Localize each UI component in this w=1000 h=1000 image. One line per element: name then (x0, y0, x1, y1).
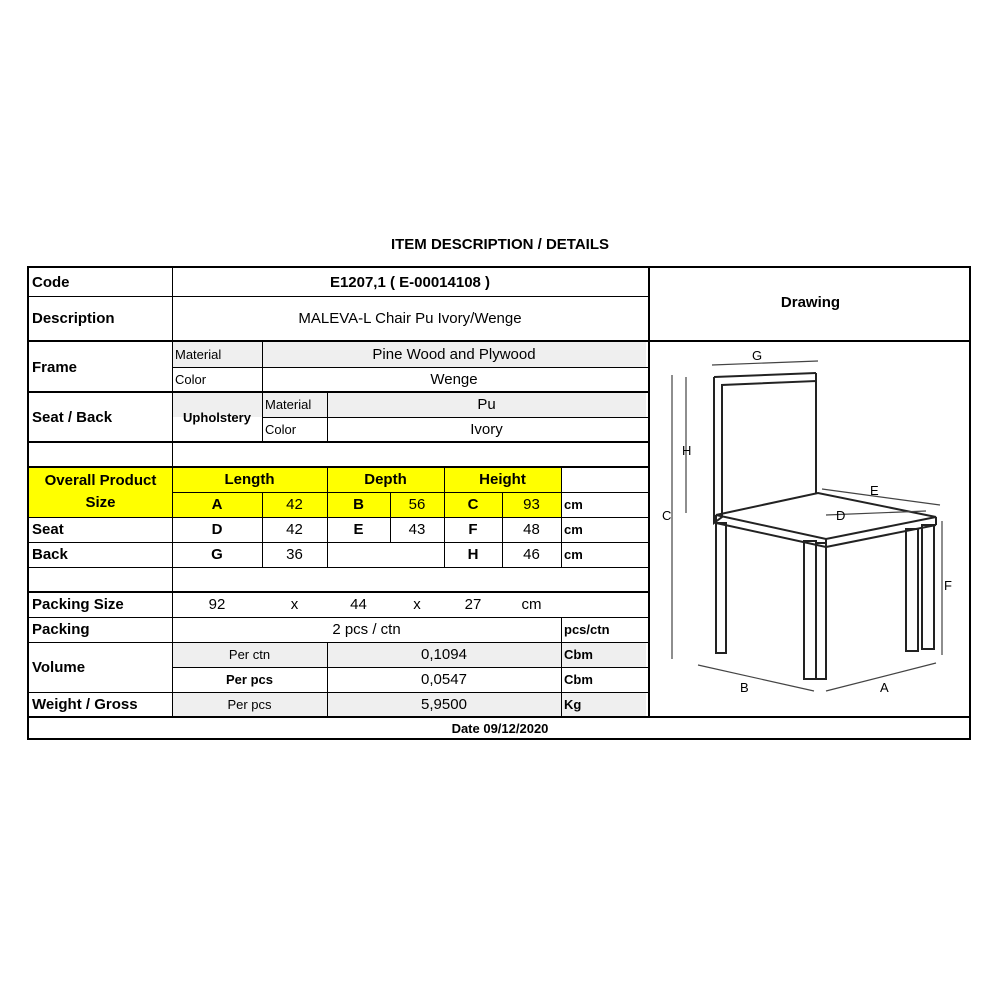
weight-unit: Kg (564, 697, 582, 712)
grid-line (172, 268, 173, 717)
grid-line (29, 716, 971, 718)
frame-material-value: Pine Wood and Plywood (372, 346, 536, 363)
overall-unit: cm (564, 497, 583, 512)
depth-header: Depth (364, 471, 407, 488)
back-h-value: 46 (523, 546, 540, 563)
grid-line (29, 340, 971, 342)
seat-unit: cm (564, 522, 583, 537)
grid-line (327, 467, 328, 567)
overall-b-value: 56 (408, 496, 426, 513)
grid-line (262, 392, 263, 442)
frame-color-label: Color (175, 372, 207, 387)
overall-c-value: 93 (523, 496, 540, 513)
dimension-lines (672, 361, 942, 691)
grid-line (29, 642, 648, 643)
grid-line (29, 466, 648, 468)
grid-line (327, 392, 328, 442)
overall-c-letter: C (467, 496, 479, 513)
overall-a-value: 42 (286, 496, 303, 513)
grid-line (502, 492, 503, 567)
weight-per-pcs-label: Per pcs (227, 697, 272, 712)
grid-line (29, 617, 648, 618)
drawing-label-e: E (870, 483, 879, 498)
code-label: Code (32, 273, 70, 291)
volume-label: Volume (32, 658, 86, 676)
packing-value: 2 pcs / ctn (332, 621, 401, 638)
grid-line (29, 692, 648, 693)
grid-line (172, 667, 648, 668)
seat-f-value: 48 (523, 521, 540, 538)
seat-label: Seat (32, 521, 64, 538)
drawing-label-b: B (740, 680, 749, 695)
volume-per-pcs-unit: Cbm (564, 672, 593, 687)
description-label: Description (32, 309, 115, 327)
height-header: Height (479, 471, 526, 488)
date-footer: Date 09/12/2020 (451, 721, 549, 736)
packing-size-height: 27 (464, 596, 482, 613)
length-header: Length (224, 471, 275, 488)
grid-line (172, 367, 648, 368)
grid-line (29, 296, 648, 297)
seat-e-letter: E (353, 521, 364, 538)
volume-per-ctn-unit: Cbm (564, 647, 593, 662)
packing-unit: pcs/ctn (564, 622, 610, 637)
drawing-label-d: D (836, 508, 846, 523)
seat-color-label: Color (265, 422, 297, 437)
overall-a-letter: A (211, 496, 223, 513)
packing-size-unit: cm (521, 596, 542, 613)
packing-size-x2: x (413, 596, 421, 613)
packing-size-width: 44 (350, 596, 367, 613)
grid-line (29, 441, 648, 443)
back-h-letter: H (467, 546, 479, 563)
grid-line (561, 467, 562, 567)
seat-color-value: Ivory (470, 421, 503, 438)
seat-f-letter: F (468, 521, 478, 538)
grid-line (390, 492, 391, 542)
description-value: MALEVA-L Chair Pu Ivory/Wenge (298, 309, 522, 327)
grid-line (262, 340, 263, 392)
seat-material-label: Material (265, 397, 312, 412)
weight-label: Weight / Gross (32, 696, 138, 713)
back-g-letter: G (211, 546, 223, 563)
drawing-label-c: C (662, 508, 672, 523)
upholstery-label: Upholstery (183, 409, 251, 425)
chair-drawing (650, 345, 970, 715)
back-g-value: 36 (286, 546, 303, 563)
grid-line (29, 567, 648, 568)
volume-per-ctn-label: Per ctn (228, 647, 271, 662)
frame-color-value: Wenge (430, 371, 478, 388)
frame-label: Frame (32, 358, 78, 376)
grid-line (29, 391, 648, 393)
packing-size-label: Packing Size (32, 596, 124, 613)
volume-per-ctn-value: 0,1094 (421, 646, 467, 663)
drawing-label-h: H (682, 443, 692, 458)
seat-d-value: 42 (286, 521, 303, 538)
overall-size-label: Overall Product Size (44, 472, 157, 511)
grid-line (262, 492, 263, 567)
grid-line (561, 617, 562, 717)
packing-size-x1: x (290, 596, 299, 613)
seat-e-value: 43 (408, 521, 426, 538)
grid-line (29, 591, 648, 593)
seat-d-letter: D (211, 521, 223, 538)
back-label: Back (32, 546, 68, 563)
grid-line (444, 467, 445, 567)
chair-outline (714, 373, 936, 679)
grid-line (172, 492, 648, 493)
seat-material-value: Pu (477, 396, 496, 413)
page-title: ITEM DESCRIPTION / DETAILS (390, 236, 610, 253)
overall-header-blank (561, 467, 646, 492)
code-value: E1207,1 ( E-00014108 ) (329, 273, 491, 291)
grid-line (29, 542, 648, 543)
drawing-label-a: A (880, 680, 889, 695)
grid-line (262, 417, 648, 418)
drawing-label-g: G (752, 348, 763, 363)
weight-value: 5,9500 (421, 696, 467, 713)
drawing-header: Drawing (780, 294, 841, 311)
packing-label: Packing (32, 621, 90, 638)
overall-b-letter: B (353, 496, 364, 513)
volume-per-pcs-label: Per pcs (226, 672, 273, 687)
seat-back-label: Seat / Back (32, 408, 113, 426)
frame-material-label: Material (175, 347, 222, 362)
packing-size-length: 92 (208, 596, 226, 613)
drawing-label-f: F (944, 578, 952, 593)
grid-line (327, 642, 328, 717)
back-unit: cm (564, 547, 583, 562)
volume-per-pcs-value: 0,0547 (421, 671, 467, 688)
grid-line (29, 517, 648, 518)
